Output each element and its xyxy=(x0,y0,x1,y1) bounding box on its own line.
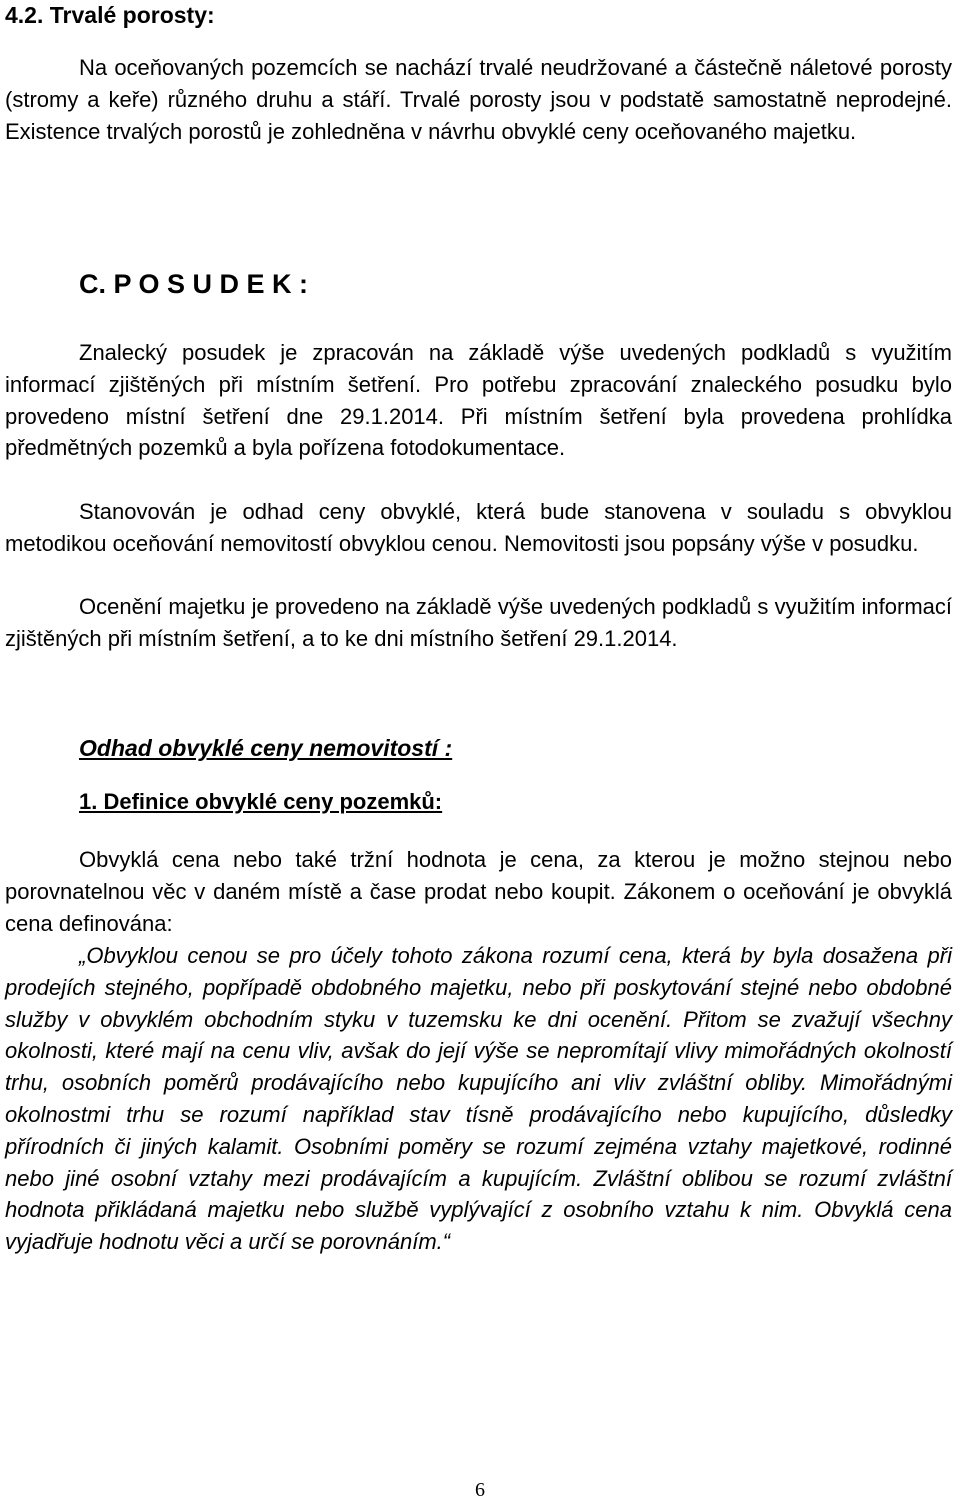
section-heading-trvale-porosty: 4.2. Trvalé porosty: xyxy=(5,2,215,28)
paragraph-definice-intro: Obvyklá cena nebo také tržní hodnota je cena, za kterou je možno stejnou nebo porovnatelnou věc v daném místě a čase prodat nebo koupit. Zákonem o oceňování je obvyklá cena definována: xyxy=(5,847,952,936)
legal-quote xyxy=(5,940,952,1258)
quote-text: „Obvyklou cenou se pro účely tohoto zákona rozumí cena, která by byla dosažena při prodejích stejného, popřípadě obdobného majetku, nebo při poskytování stejné nebo obdobné služby v obvyklém obchodním styku v tuzemsku ke dni ocenění. Přitom se zvažují všechny okolnosti, které mají na cenu vliv, avšak do její výše se nepromítají vlivy mimořádných okolností trhu, osobních poměrů prodávajícího nebo kupujícího ani vliv zvláštní obliby. Mimořádnými okolnostmi trhu se rozumí například stav tísně prodávajícího nebo kupujícího, důsledky přírodních či jiných kalamit. Osobními poměry se rozumí zejména vztahy majetkové, rodinné nebo jiné osobní vztahy mezi prodávajícím a kupujícím. Zvláštní oblibou se rozumí zvláštní hodnota přikládaná majetku nebo službě vyplývající z osobního vztahu k nim. Obvyklá cena vyjadřuje hodnotu věci a určí se porovnáním.“ xyxy=(5,943,952,1255)
paragraph-posudek-2: Stanovován je odhad ceny obvyklé, která bude stanovena v souladu s obvyklou metodikou oceňování nemovitostí obvyklou cenou. Nemovitosti jsou popsány výše v posudku. xyxy=(5,499,952,556)
section-heading-posudek: C. P O S U D E K : xyxy=(79,269,309,299)
paragraph-posudek-3: Ocenění majetku je provedeno na základě výše uvedených podkladů s využitím informací zjištěných při místním šetření, a to ke dni místního šetření 29.1.2014. xyxy=(5,594,952,651)
section-heading-odhad: Odhad obvyklé ceny nemovitostí : xyxy=(79,735,453,761)
subheading-definice: 1. Definice obvyklé ceny pozemků: xyxy=(79,789,443,814)
paragraph-trvale-porosty: Na oceňovaných pozemcích se nachází trvalé neudržované a částečně náletové porosty (stromy a keře) různého druhu a stáří. Trvalé porosty jsou v podstatě samostatně neprodejné. Existence trvalých porostů je zohledněna v návrhu obvyklé ceny oceňovaného majetku. xyxy=(5,55,952,144)
paragraph-posudek-1: Znalecký posudek je zpracován na základě výše uvedených podkladů s využitím informací zjištěných při místním šetření. Pro potřebu zpracování znaleckého posudku bylo provedeno místní šetření dne 29.1.2014. Při místním šetření byla provedena prohlídka předmětných pozemků a byla pořízena fotodokumentace. xyxy=(5,340,952,461)
page-number: 6 xyxy=(475,1479,485,1501)
